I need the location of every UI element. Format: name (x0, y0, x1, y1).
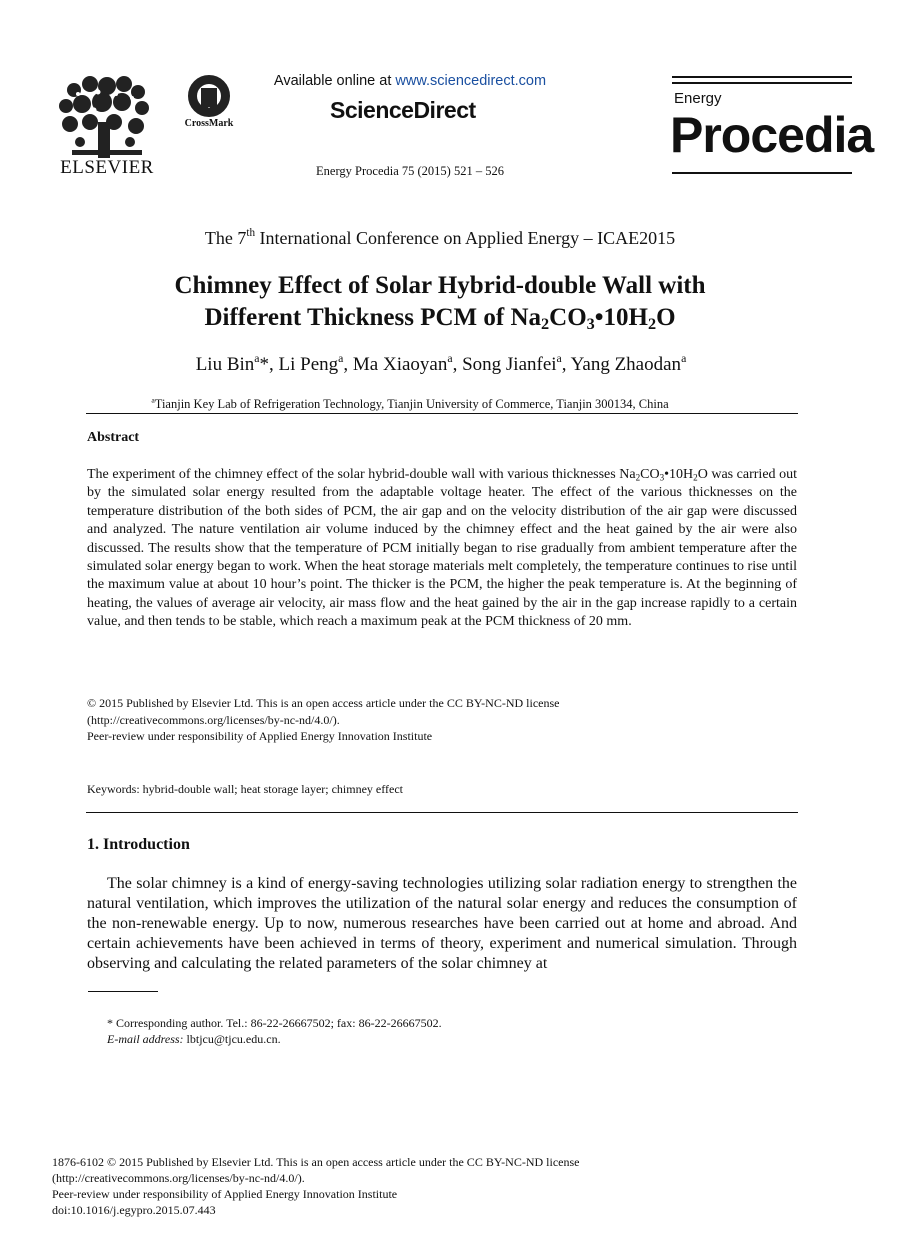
corresponding-author: * Corresponding author. Tel.: 86-22-26667502; fax: 86-22-26667502. (107, 1016, 442, 1030)
sciencedirect-brand: ScienceDirect (330, 97, 476, 123)
section-heading-introduction: 1. Introduction (87, 836, 190, 853)
abstract-heading: Abstract (87, 430, 140, 445)
introduction-body: The solar chimney is a kind of energy-saving technologies utilizing solar radiation energy to strengthen the natural ventilation, which improves the utilization of the natural solar energy and reduces the consumption of the non-renewable energy. Up to now, numerous researches have been carried out at home and abroad. And certain achievements have been achieved in terms of theory, experiment and numerical simulation. Through observing and calculating the related parameters of the solar chimney at (87, 875, 797, 972)
author: Yang Zhaodan (570, 354, 682, 375)
footnote (107, 1016, 797, 1047)
journal-logo-bottom-rule (672, 172, 852, 174)
email-line: E-mail address: lbtjcu@tjcu.edu.cn. (107, 1031, 281, 1046)
conference-name: The 7th International Conference on Applied Energy – ICAE2015 (204, 227, 676, 248)
crossmark-icon[interactable] (183, 74, 235, 140)
copyright-footer: 1876-6102 © 2015 Published by Elsevier Ltd. This is an open access article under the CC BY-NC-ND license (http://creativecommons.org/licenses/by-nc-nd/4.0/). Peer-review under responsibility of Applied Energy Innovation Institute doi:10.1016/j.egypro.2015.07.443 (52, 1154, 812, 1218)
email-address[interactable]: lbtjcu@tjcu.edu.cn. (183, 1031, 281, 1046)
author: Liu Bin (195, 354, 255, 375)
available-online (250, 73, 570, 89)
divider (86, 812, 798, 813)
author: Ma Xiaoyan (352, 354, 448, 375)
license-link[interactable]: (http://creativecommons.org/licenses/by-nc-nd/4.0/). (87, 712, 340, 727)
author-list: Liu Bin$^a$*, Li Peng$^a$, Ma Xiaoyan$^a$, Song Jianfei$^a$, Yang Zhaodan$^a$ (195, 351, 687, 375)
doi[interactable]: doi:10.1016/j.egypro.2015.07.443 (52, 1203, 216, 1217)
keywords: Keywords: hybrid-double wall; heat storage layer; chimney effect (87, 782, 404, 796)
title-line-2: Different Thickness PCM of $Na_2CO_3•10H_2O$ (204, 304, 676, 334)
license-notice: © 2015 Published by Elsevier Ltd. This is an open access article under the CC BY-NC-ND license (http://creativecommons.org/licenses/by-nc-nd/4.0/). Peer-review under responsibility of Applied Energy Innovation Institute (87, 695, 797, 745)
abstract-body: The experiment of the chimney effect of the solar hybrid-double wall with various thicknesses $Na_2CO_3•10H_2O$ was carried out by the simulated solar energy resulted from the adaptable voltage heater. The effect of the various thicknesses on the temperature distribution of the both sides of PCM, the air gap and on the velocity distribution of the air gap were discussed and analyzed. The nature ventilation air volume induced by the chimney effect and the heat gained by the air were also discussed. The results show that the temperature of PCM initially began to rise gradually from ambient temperature after the simulated solar energy began to work. When the heat storage materials melt completely, the temperature continues to rise until the maximum value at about 10 hour’s point. The thicker is the PCM, the higher the peak temperature is. At the beginning of heating, the values of average air velocity, air mass flow and the heat gained by the air in the gap increase rapidly to a certain value, and then tends to be stable, which reach a maximum peak at the PCM thickness of 20 mm. (87, 467, 797, 630)
journal-logo-energy: Energy (674, 90, 722, 107)
footer-license-link[interactable]: (http://creativecommons.org/licenses/by-nc-nd/4.0/). (52, 1171, 305, 1185)
author: Song Jianfei (462, 354, 557, 375)
footnote-divider (88, 991, 158, 992)
available-prefix: Available online at (273, 73, 396, 89)
journal-citation: Energy Procedia 75 (2015) 521 – 526 (316, 164, 504, 178)
author: Li Peng (278, 354, 339, 375)
title-line-1: Chimney Effect of Solar Hybrid-double Wall with (174, 272, 706, 299)
journal-logo-procedia: Procedia (670, 107, 874, 163)
sciencedirect-link[interactable]: www.sciencedirect.com (395, 73, 547, 89)
crossmark-label: CrossMark (184, 118, 234, 129)
journal-logo-rules (672, 76, 852, 88)
divider (86, 413, 798, 414)
paper-title (100, 270, 780, 334)
affiliation: $^a$Tianjin Key Lab of Refrigeration Technology, Tianjin University of Commerce, Tianjin 300134, China (151, 395, 669, 411)
publisher-name: ELSEVIER (60, 157, 154, 178)
